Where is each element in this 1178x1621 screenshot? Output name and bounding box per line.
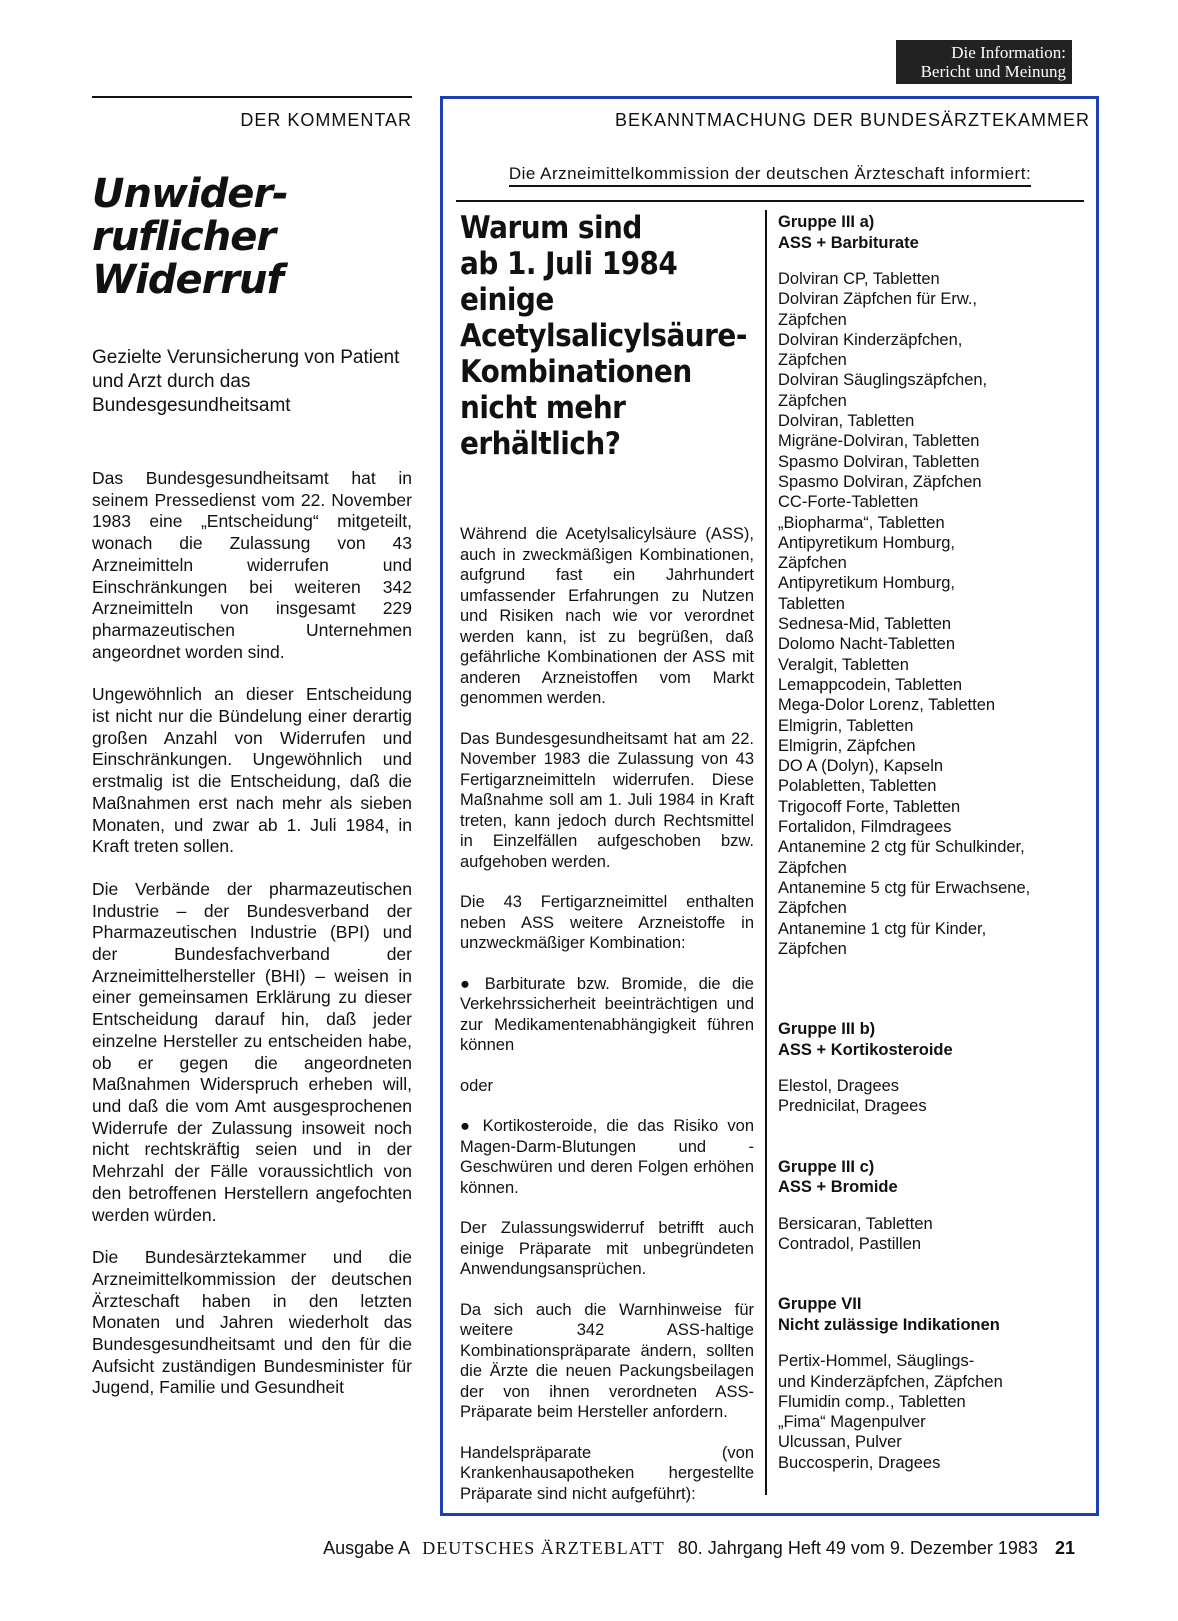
headline-line: ruflicher: [92, 214, 276, 260]
drug-item: Zäpfchen: [778, 391, 847, 410]
headline-line: Widerruf: [92, 257, 283, 303]
drug-item: „Biopharma“, Tabletten: [778, 513, 945, 532]
group-list: [778, 1351, 1098, 1473]
drug-item: Contradol, Pastillen: [778, 1234, 922, 1253]
title-line: Kombinationen: [460, 354, 692, 390]
bullet-item: ● Kortikosteroide, die das Risiko von Magen-Darm-Blutungen und -Geschwüren und deren Folgen erhöhen können.: [460, 1116, 754, 1198]
announcement-intro-text: Die Arzneimittelkommission der deutschen Ärzteschaft informiert:: [509, 164, 1031, 187]
section-tag-line2: Bericht und Meinung: [920, 62, 1066, 81]
drug-item: Elestol, Dragees: [778, 1077, 900, 1096]
commentary-paragraph: Ungewöhnlich an dieser Entscheidung ist nicht nur die Bündelung einer derartig großen Anzahl von Widerrufen und Einschränkungen. Ungewöhnlich und erstmalig ist die Entscheidung, daß die Maßnahmen erst nach mehr als sieben Monaten, und zwar ab 1. Juli 1984, in Kraft treten sollen.: [92, 684, 412, 857]
title-line: Acetylsalicylsäure-: [460, 318, 747, 354]
drug-item: Zäpfchen: [778, 939, 847, 958]
announcement-paragraph: Das Bundesgesundheitsamt hat am 22. November 1983 die Zulassung von 43 Fertigarzneimitteln widerrufen. Diese Maßnahme soll am 1. Juli 1984 in Kraft treten, kann jedoch durch Rechtsmittel in Einzelfällen aufgeschoben bzw. aufgehoben werden.: [460, 729, 754, 871]
drug-item: Elmigrin, Zäpfchen: [778, 736, 916, 755]
footer-edition: Ausgabe A: [323, 1538, 410, 1558]
drug-item: Antipyretikum Homburg,: [778, 533, 955, 552]
drug-item: Antanemine 2 ctg für Schulkinder,: [778, 838, 1025, 857]
drug-item: DO A (Dolyn), Kapseln: [778, 757, 944, 776]
footer-publication: DEUTSCHES ÄRZTEBLATT: [422, 1538, 665, 1558]
commentary-paragraph: Das Bundesgesundheitsamt hat in seinem Pressedienst vom 22. November 1983 eine „Entscheidung“ mitgeteilt, wonach die Zulassung von 43 Arzneimitteln widerrufen und Einschränkungen bei weiteren 342 Arzneimitteln von insgesamt 229 pharmazeutischen Unternehmen angeordnet worden sind.: [92, 468, 412, 662]
drug-item: Migräne-Dolviran, Tabletten: [778, 432, 980, 451]
drug-item: Spasmo Dolviran, Tabletten: [778, 452, 980, 471]
group-subtitle: Nicht zulässige Indikationen: [778, 1315, 1000, 1334]
conjunction-text: oder: [460, 1076, 494, 1095]
headline-line: Unwider-: [92, 171, 288, 217]
announcement-paragraph: Die 43 Fertigarzneimittel enthalten neben ASS weitere Arzneistoffe in unzweckmäßiger Kombination:: [460, 893, 754, 952]
group-title: Gruppe VII: [778, 1295, 862, 1314]
drug-item: Veralgit, Tabletten: [778, 655, 909, 674]
drug-item: Buccosperin, Dragees: [778, 1453, 941, 1472]
section-tag: [896, 40, 1072, 84]
title-line: ab 1. Juli 1984 einige: [460, 246, 678, 318]
drug-group: [778, 1019, 1098, 1117]
drug-item: Ulcussan, Pulver: [778, 1433, 902, 1452]
drug-item: Mega-Dolor Lorenz, Tabletten: [778, 696, 996, 715]
bullet-item: ● Barbiturate bzw. Bromide, die die Verkehrssicherheit beeinträchtigen und zur Medikamentenabhängigkeit führen können: [460, 974, 754, 1056]
page-number: 21: [1054, 1538, 1075, 1558]
group-title: Gruppe III a): [778, 213, 875, 231]
group-list: [778, 1214, 1098, 1255]
commentary-paragraph: Die Bundesärztekammer und die Arzneimittelkommission der deutschen Ärzteschaft haben in den letzten Monaten und Jahren wiederholt das Bundesgesundheitsamt und den für die Aufsicht zuständigen Bundesminister für Jugend, Familie und Gesundheit: [92, 1247, 412, 1398]
title-line: Warum sind: [460, 210, 642, 246]
announcement-paragraph: Da sich auch die Warnhinweise für weitere 342 ASS-haltige Kombinationspräparate ändern, sollten die Ärzte die neuen Packungsbeilagen der von ihnen verordneten ASS-Präparate beim Hersteller anfordern.: [460, 1300, 754, 1421]
drug-group: [778, 212, 1098, 959]
section-tag-line1: Die Information:: [951, 43, 1066, 62]
drug-item: Dolviran CP, Tabletten: [778, 270, 940, 288]
drug-item: Sednesa-Mid, Tabletten: [778, 615, 952, 634]
commentary-paragraph: Die Verbände der pharmazeutischen Industrie – der Bundesverband der Pharmazeutischen Industrie (BPI) und der Bundesfachverband der Arzneimittelhersteller (BHI) – weisen in einer gemeinsamen Erklärung zu dieser Entscheidung darauf hin, daß jeder einzelne Hersteller zu entscheiden habe, ob er gegen die angeordneten Maßnahmen Widerspruch erheben will, und daß die vom Amt ausgesprochenen Widerrufe der Zulassung insoweit noch nicht rechtskräftig seien und in der Mehrzahl der Fälle voraussichtlich von den betroffenen Herstellern angefochten werden würden.: [92, 878, 412, 1225]
commentary-column: [92, 96, 412, 1420]
drug-item: Dolviran Säuglingszäpfchen,: [778, 371, 988, 390]
announcement-rule: [456, 200, 1084, 202]
group-title: Gruppe III b): [778, 1020, 876, 1039]
drug-item: Flumidin comp., Tabletten: [778, 1392, 966, 1411]
drug-groups-column: [778, 212, 1098, 1473]
group-subtitle: ASS + Bromide: [778, 1178, 898, 1197]
drug-item: Pertix-Hommel, Säuglings-: [778, 1352, 975, 1371]
drug-item: Dolviran Kinderzäpfchen,: [778, 330, 963, 349]
announcement-paragraph: Der Zulassungswiderruf betrifft auch einige Präparate mit unbegründeten Anwendungsansprüchen.: [460, 1219, 754, 1278]
announcement-header: BEKANNTMACHUNG DER BUNDESÄRZTEKAMMER: [614, 110, 1090, 130]
drug-item: Spasmo Dolviran, Zäpfchen: [778, 472, 982, 491]
group-title: Gruppe III c): [778, 1157, 875, 1176]
group-list: [778, 269, 1098, 959]
drug-item: Antipyretikum Homburg,: [778, 574, 955, 593]
drug-item: Zäpfchen: [778, 554, 847, 573]
drug-group: [778, 1157, 1098, 1255]
top-rule: [92, 96, 412, 98]
drug-item: Fortalidon, Filmdragees: [778, 818, 952, 837]
group-subtitle: ASS + Barbiturate: [778, 233, 919, 252]
drug-item: Polabletten, Tabletten: [778, 777, 937, 796]
column-divider: [765, 210, 767, 1495]
drug-item: Antanemine 5 ctg für Erwachsene,: [778, 878, 1031, 897]
announcement-title: [460, 210, 754, 462]
drug-item: Lemappcodein, Tabletten: [778, 675, 963, 694]
page-footer: [255, 1538, 1075, 1559]
group-list: [778, 1076, 1098, 1117]
group-subtitle: ASS + Kortikosteroide: [778, 1040, 953, 1059]
drug-item: Trigocoff Forte, Tabletten: [778, 797, 961, 816]
drug-item: CC-Forte-Tabletten: [778, 493, 919, 512]
drug-item: Zäpfchen: [778, 858, 847, 877]
drug-item: „Fima“ Magenpulver: [778, 1413, 926, 1432]
commentary-headline: [92, 173, 412, 302]
drug-item: Prednicilat, Dragees: [778, 1097, 927, 1116]
drug-item: Zäpfchen: [778, 310, 847, 329]
commentary-subheading: Gezielte Verunsicherung von Patient und Arzt durch das Bundesgesundheitsamt: [92, 347, 400, 416]
commentary-kicker: DER KOMMENTAR: [240, 110, 412, 130]
drug-item: Tabletten: [778, 594, 845, 613]
drug-item: und Kinderzäpfchen, Zäpfchen: [778, 1372, 1003, 1391]
announcement-text-column: [460, 210, 754, 1524]
title-line: nicht mehr erhältlich?: [460, 390, 626, 462]
announcement-intro: [460, 164, 1080, 184]
drug-item: Antanemine 1 ctg für Kinder,: [778, 919, 987, 938]
drug-item: Zäpfchen: [778, 899, 847, 918]
announcement-paragraph: Handelspräparate (von Krankenhausapotheken hergestellte Präparate sind nicht aufgeführt):: [460, 1443, 754, 1503]
drug-item: Zäpfchen: [778, 351, 847, 370]
drug-item: Dolviran Zäpfchen für Erw.,: [778, 290, 977, 309]
drug-item: Bersicaran, Tabletten: [778, 1214, 933, 1233]
drug-item: Dolomo Nacht-Tabletten: [778, 635, 956, 654]
drug-item: Elmigrin, Tabletten: [778, 716, 914, 735]
drug-group: [778, 1294, 1098, 1473]
footer-issue: 80. Jahrgang Heft 49 vom 9. Dezember 1983: [677, 1538, 1038, 1558]
announcement-paragraph: Während die Acetylsalicylsäure (ASS), auch in zweckmäßigen Kombinationen, aufgrund fast ein Jahrhundert umfassender Erfahrungen zu Nutzen und Risiken nach wie vor verordnet werden kann, ist zu begrüßen, daß gefährliche Kombinationen der ASS mit anderen Arzneistoffen vom Markt genommen werden.: [460, 525, 754, 707]
drug-item: Dolviran, Tabletten: [778, 412, 915, 431]
